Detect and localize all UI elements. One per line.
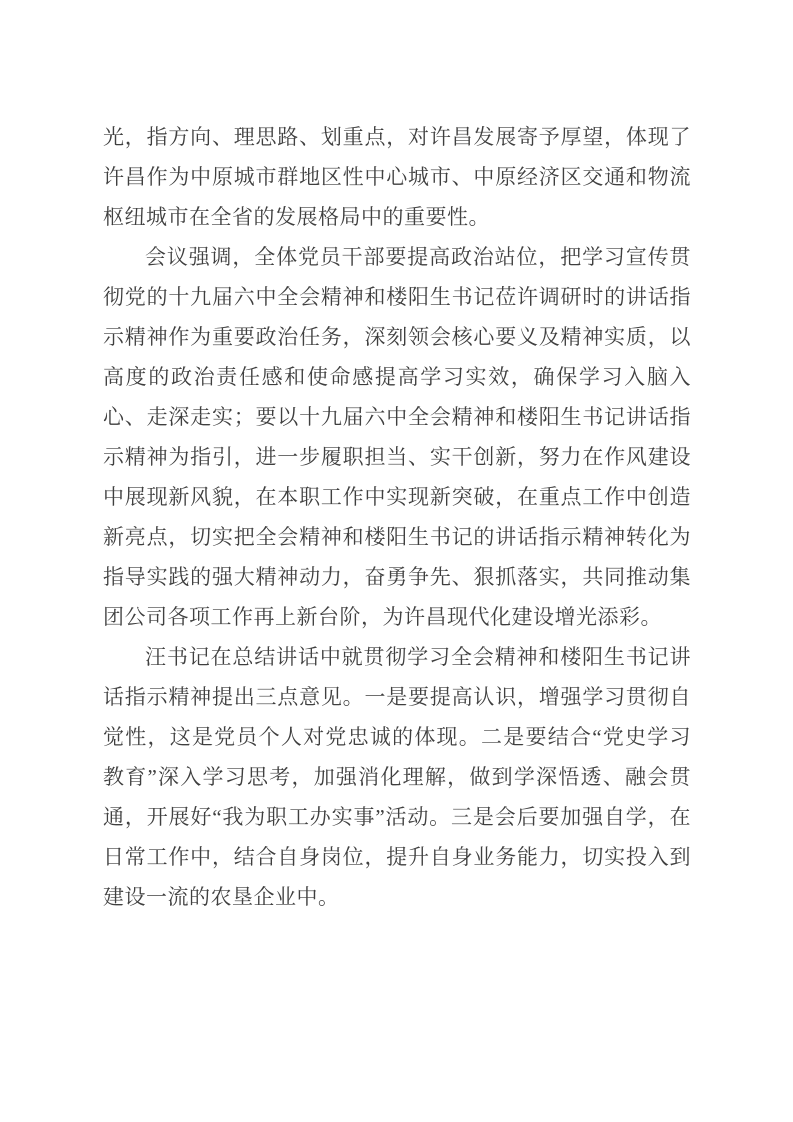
paragraph-meeting-emphasis: 会议强调，全体党员干部要提高政治站位，把学习宣传贯彻党的十九届六中全会精神和楼阳生书记莅许调研时的讲话指示精神作为重要政治任务，深刻领会核心要义及精神实质，以高度的政治责任感和使命感提高学习实效，确保学习入脑入心、走深走实；要以十九届六中全会精神和楼阳生书记讲话指示精神为指引，进一步履职担当、实干创新，努力在作风建设中展现新风貌，在本职工作中实现新突破，在重点工作中创造新亮点，切实把全会精神和楼阳生书记的讲话指示精神转化为指导实践的强大精神动力，奋勇争先、狠抓落实，共同推动集团公司各项工作再上新台阶，为许昌现代化建设增光添彩。	[103, 245, 691, 629]
document-text-block	[103, 117, 691, 917]
paragraph-secretary-remarks: 汪书记在总结讲话中就贯彻学习全会精神和楼阳生书记讲话指示精神提出三点意见。一是要提高认识，增强学习贯彻自觉性，这是党员个人对党忠诚的体现。二是要结合“党史学习教育”深入学习思考，加强消化理解，做到学深悟透、融会贯通，开展好“我为职工办实事”活动。三是会后要加强自学，在日常工作中，结合自身岗位，提升自身业务能力，切实投入到建设一流的农垦企业中。	[103, 645, 691, 909]
paragraph-continuation: 光，指方向、理思路、划重点，对许昌发展寄予厚望，体现了许昌作为中原城市群地区性中心城市、中原经济区交通和物流枢纽城市在全省的发展格局中的重要性。	[103, 125, 691, 229]
